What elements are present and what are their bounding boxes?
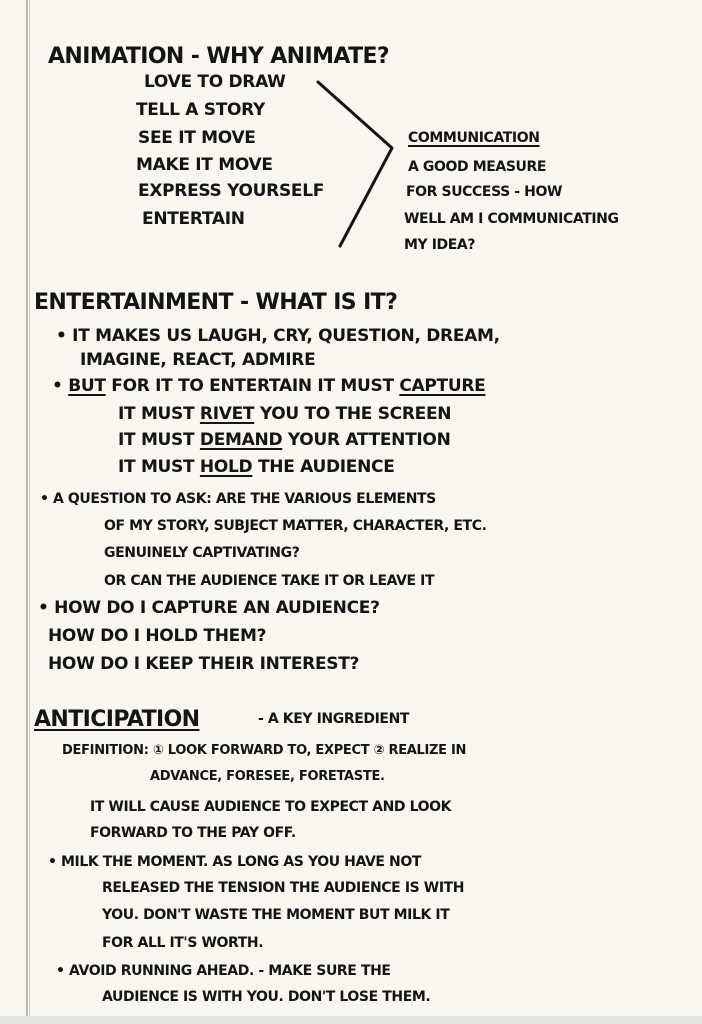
bullet-line: IMAGINE, REACT, ADMIRE: [80, 350, 316, 370]
reason-item: TELL A STORY: [136, 100, 266, 120]
margin-rule-secondary: [29, 0, 30, 1016]
rivet-word: RIVET: [199, 404, 255, 424]
milk-line: • MILK THE MOMENT. AS LONG AS YOU HAVE NOT: [48, 854, 421, 870]
reason-item: MAKE IT MOVE: [136, 155, 273, 175]
question-line: • A QUESTION TO ASK: ARE THE VARIOUS ELEMENTS: [40, 491, 436, 507]
communication-line: A GOOD MEASURE: [408, 159, 547, 175]
capture-word: CAPTURE: [399, 376, 486, 396]
margin-rule: [26, 0, 28, 1016]
milk-line: RELEASED THE TENSION THE AUDIENCE IS WITH: [102, 880, 465, 896]
must-line: IT MUST DEMAND YOUR ATTENTION: [118, 430, 451, 450]
milk-line: FOR ALL IT'S WORTH.: [102, 935, 264, 951]
bullet-line: • BUT FOR IT TO ENTERTAIN IT MUST CAPTURE: [52, 376, 486, 396]
avoid-line: AUDIENCE IS WITH YOU. DON'T LOSE THEM.: [102, 989, 431, 1005]
how-line: HOW DO I KEEP THEIR INTEREST?: [48, 654, 360, 674]
bullet-line: • IT MAKES US LAUGH, CRY, QUESTION, DREAM,: [56, 326, 500, 346]
reason-item: ENTERTAIN: [142, 209, 245, 229]
reason-item: EXPRESS YOURSELF: [138, 181, 325, 201]
question-line: OF MY STORY, SUBJECT MATTER, CHARACTER, ETC.: [104, 518, 487, 534]
avoid-line: • AVOID RUNNING AHEAD. - MAKE SURE THE: [56, 963, 391, 979]
reason-item: SEE IT MOVE: [138, 128, 256, 148]
anticipation-subheading: - A KEY INGREDIENT: [258, 711, 410, 727]
anticipation-heading: ANTICIPATION: [34, 707, 200, 732]
question-line: GENUINELY CAPTIVATING?: [104, 545, 300, 561]
communication-line: FOR SUCCESS - HOW: [406, 184, 563, 200]
milk-line: YOU. DON'T WASTE THE MOMENT BUT MILK IT: [102, 907, 450, 923]
entertainment-heading: ENTERTAINMENT - WHAT IS IT?: [34, 290, 398, 315]
demand-word: DEMAND: [199, 430, 283, 450]
communication-line: MY IDEA?: [404, 237, 476, 253]
must-line: IT MUST HOLD THE AUDIENCE: [118, 457, 395, 477]
how-line: HOW DO I HOLD THEM?: [48, 626, 267, 646]
reason-item: LOVE TO DRAW: [144, 72, 286, 92]
but-word: BUT: [68, 376, 106, 396]
communication-line: WELL AM I COMMUNICATING: [404, 211, 619, 227]
communication-title: COMMUNICATION: [408, 130, 540, 146]
effect-line: FORWARD TO THE PAY OFF.: [90, 825, 296, 841]
effect-line: IT WILL CAUSE AUDIENCE TO EXPECT AND LOOK: [90, 799, 452, 815]
animation-heading: ANIMATION - WHY ANIMATE?: [48, 44, 390, 69]
hold-word: HOLD: [199, 457, 253, 477]
question-line: OR CAN THE AUDIENCE TAKE IT OR LEAVE IT: [104, 573, 435, 589]
definition-line: ADVANCE, FORESEE, FORETASTE.: [150, 769, 385, 784]
definition-line: DEFINITION: ① LOOK FORWARD TO, EXPECT ② REALIZE IN: [62, 743, 467, 758]
scan-bottom-edge: [0, 1016, 702, 1024]
how-line: • HOW DO I CAPTURE AN AUDIENCE?: [38, 598, 380, 618]
must-line: IT MUST RIVET YOU TO THE SCREEN: [118, 404, 452, 424]
